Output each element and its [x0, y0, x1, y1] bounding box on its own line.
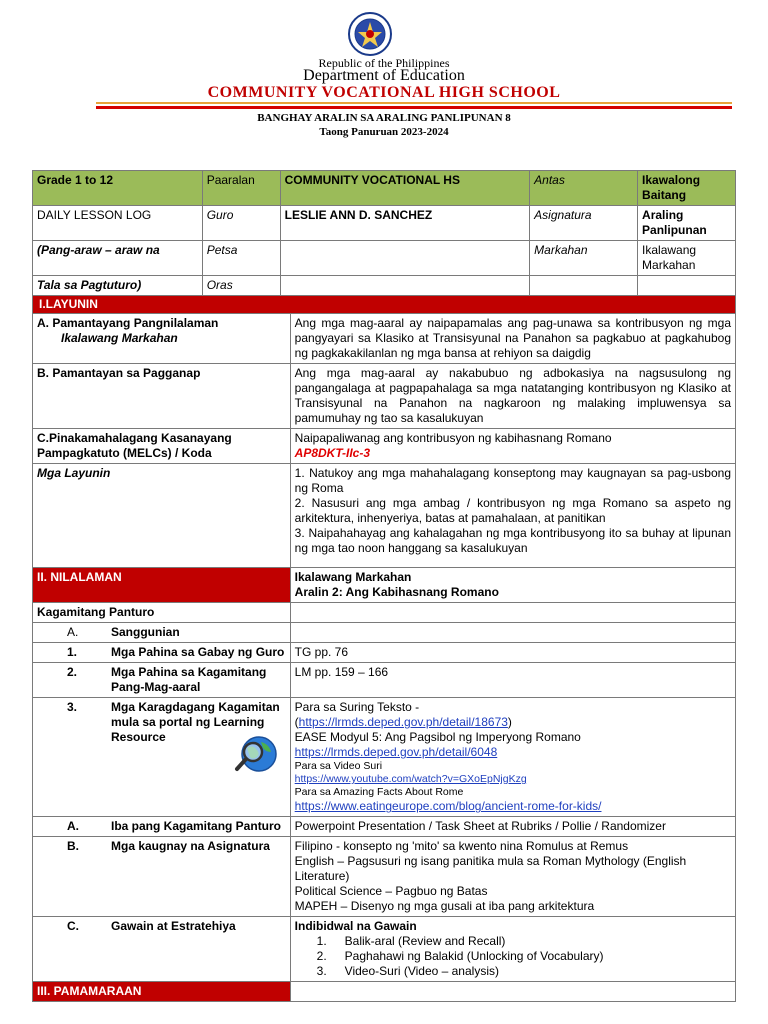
- item-number: 2.: [67, 665, 78, 679]
- activity-item: 2. Paghahawi ng Balakid (Unlocking of Vocabulary): [316, 949, 604, 964]
- content-line: Ikalawang Markahan: [294, 570, 412, 584]
- row-label: [33, 643, 291, 663]
- label-subtext: Ikalawang Markahan: [61, 331, 178, 345]
- document-header: [0, 0, 768, 150]
- row-value: [290, 623, 735, 643]
- info-cell: Asignatura: [530, 206, 638, 241]
- row-value: [290, 568, 735, 603]
- section-heading-pamamaraan: III. PAMAMARAAN: [33, 982, 291, 1002]
- republic-line: Republic of the Philippines: [318, 56, 450, 70]
- row-label: [33, 698, 291, 817]
- item-number: 3.: [67, 700, 78, 714]
- info-cell: Grade 1 to 12: [33, 171, 203, 206]
- info-cell: Antas: [530, 171, 638, 206]
- row-label: Kagamitang Panturo: [33, 603, 291, 623]
- info-cell: Oras: [202, 276, 280, 304]
- info-cell: Guro: [202, 206, 280, 241]
- resource-label: EASE Modyul 5: Ang Pagsibol ng Imperyong Romano: [294, 730, 581, 744]
- melc-code: AP8DKT-IIc-3: [294, 446, 371, 460]
- label-text: Iba pang Kagamitang Panturo: [111, 819, 282, 834]
- info-cell: Markahan: [530, 241, 638, 276]
- department-line: Department of Education: [303, 67, 465, 84]
- row-value: [290, 429, 735, 464]
- resource-link[interactable]: https://lrmds.deped.gov.ph/detail/18673: [298, 715, 508, 729]
- activity-item: 3. Video-Suri (Video – analysis): [316, 964, 499, 979]
- section-heading-nilalaman: II. NILALAMAN: [33, 568, 291, 603]
- content-line: Aralin 2: Ang Kabihasnang Romano: [294, 585, 499, 599]
- objective-item: 3. Naipahahayag ang kahalagahan ng mga kontribusyong ito sa buhay at lipunan ng mga tao noon hanggang sa kasalukuyan: [294, 526, 731, 555]
- row-value: TG pp. 76: [290, 643, 735, 663]
- info-table: [32, 170, 736, 304]
- section-heading-layunin: I.LAYUNIN: [33, 296, 736, 314]
- info-cell: Petsa: [202, 241, 280, 276]
- item-number: 1.: [67, 645, 78, 659]
- resource-link[interactable]: https://www.eatingeurope.com/blog/ancient-rome-for-kids/: [294, 799, 602, 814]
- row-value: Ang mga mag-aaral ay naipapamalas ang pag-unawa sa kontribusyon ng mga pangyayari sa Klasiko at Transisyunal na Panahon sa pagkabuo at pagkahubog ng pagkakakilanlan ng mga bansa at rehiyon sa daigdig: [290, 314, 735, 364]
- info-cell: Paaralan: [202, 171, 280, 206]
- related-subject: Filipino - konsepto ng 'mito' sa kwento nina Romulus at Remus: [294, 839, 629, 854]
- activity-heading: Indibidwal na Gawain: [294, 919, 417, 934]
- info-cell: COMMUNITY VOCATIONAL HS: [280, 171, 530, 206]
- resource-link[interactable]: https://www.youtube.com/watch?v=GXoEpNjgKzg: [294, 773, 527, 786]
- row-value: [290, 837, 735, 917]
- info-cell: DAILY LESSON LOG: [33, 206, 203, 241]
- label-text: Mga kaugnay na Asignatura: [111, 839, 270, 854]
- item-number: B.: [67, 839, 79, 854]
- row-label: [33, 663, 291, 698]
- row-label: [33, 623, 291, 643]
- resource-link[interactable]: https://lrmds.deped.gov.ph/detail/6048: [294, 745, 498, 759]
- row-label: [33, 837, 291, 917]
- info-cell: Ikawalong Baitang: [638, 171, 736, 206]
- row-value: [290, 917, 735, 982]
- info-cell: Tala sa Pagtuturo): [33, 276, 203, 304]
- info-cell: Araling Panlipunan: [638, 206, 736, 241]
- resource-label: Para sa Video Suri: [294, 760, 383, 772]
- melc-text: Naipapaliwanag ang kontribusyon ng kabihasnang Romano: [294, 431, 612, 445]
- info-cell: LESLIE ANN D. SANCHEZ: [280, 206, 530, 241]
- related-subject: MAPEH – Disenyo ng mga gusali at iba pang arkitektura: [294, 899, 595, 914]
- objective-item: 1. Natukoy ang mga mahahalagang konseptong may kaugnayan sa pag-usbong ng Roma: [294, 466, 731, 495]
- label-text: Mga Pahina sa Gabay ng Guro: [111, 645, 285, 659]
- deped-seal-icon: [348, 12, 392, 56]
- resource-link-line: (https://lrmds.deped.gov.ph/detail/18673): [294, 715, 512, 729]
- activity-item: 1. Balik-aral (Review and Recall): [316, 934, 506, 949]
- row-label: [33, 917, 291, 982]
- item-number: A.: [67, 819, 79, 834]
- lesson-table: [32, 295, 736, 1002]
- school-year: Taong Panuruan 2023-2024: [319, 126, 449, 138]
- related-subject: English – Pagsusuri ng isang panitika mula sa Roman Mythology (English Literature): [294, 854, 687, 884]
- globe-search-icon: [233, 732, 279, 776]
- row-value: LM pp. 159 – 166: [290, 663, 735, 698]
- row-value: [290, 464, 735, 568]
- document-title: BANGHAY ARALIN SA ARALING PANLIPUNAN 8: [257, 112, 511, 124]
- resource-label: Para sa Amazing Facts About Rome: [294, 786, 464, 799]
- info-cell: Ikalawang Markahan: [638, 241, 736, 276]
- label-text: Gawain at Estratehiya: [111, 919, 236, 934]
- school-name: COMMUNITY VOCATIONAL HIGH SCHOOL: [207, 84, 561, 101]
- label-text: Sanggunian: [111, 625, 180, 639]
- label-text: Mga Pahina sa Kagamitang Pang-Mag-aaral: [111, 665, 267, 694]
- row-label: [33, 817, 291, 837]
- row-label: Mga Layunin: [33, 464, 291, 568]
- row-value: [290, 698, 735, 817]
- objective-item: 2. Nasusuri ang mga ambag / kontribusyon ng mga Romano sa aspeto ng arkitektura, inhenyeriya, batas at pamahalaan, at panitikan: [294, 496, 731, 525]
- row-label: C.Pinakamahalagang Kasanayang Pampagkatuto (MELCs) / Koda: [33, 429, 291, 464]
- row-value: Ang mga mag-aaral ay nakabubuo ng adbokasiya na nagsusulong ng pangangalaga at pagpapahalaga sa mga natatanging kontribusyon ng Klasiko at Transisyunal na Panahon na nagkaroon ng malaking impluwensya sa pamumuhay ng tao sa kasalukuyan: [290, 364, 735, 429]
- divider: [96, 106, 732, 109]
- info-cell: (Pang-araw – araw na: [33, 241, 203, 276]
- row-value: [290, 603, 735, 623]
- resource-label: Para sa Suring Teksto -: [294, 700, 420, 714]
- item-number: A.: [67, 625, 79, 639]
- divider: [96, 102, 732, 104]
- row-label: B. Pamantayan sa Pagganap: [33, 364, 291, 429]
- row-label: [33, 314, 291, 364]
- label-text: A. Pamantayang Pangnilalaman: [37, 316, 219, 330]
- item-number: C.: [67, 919, 79, 934]
- row-value: [290, 982, 735, 1002]
- related-subject: Political Science – Pagbuo ng Batas: [294, 884, 488, 899]
- info-cell: [280, 241, 530, 276]
- row-value: Powerpoint Presentation / Task Sheet at Rubriks / Pollie / Randomizer: [290, 817, 735, 837]
- label-text: Mga Karagdagang Kagamitan mula sa portal ng Learning Resource: [111, 700, 280, 744]
